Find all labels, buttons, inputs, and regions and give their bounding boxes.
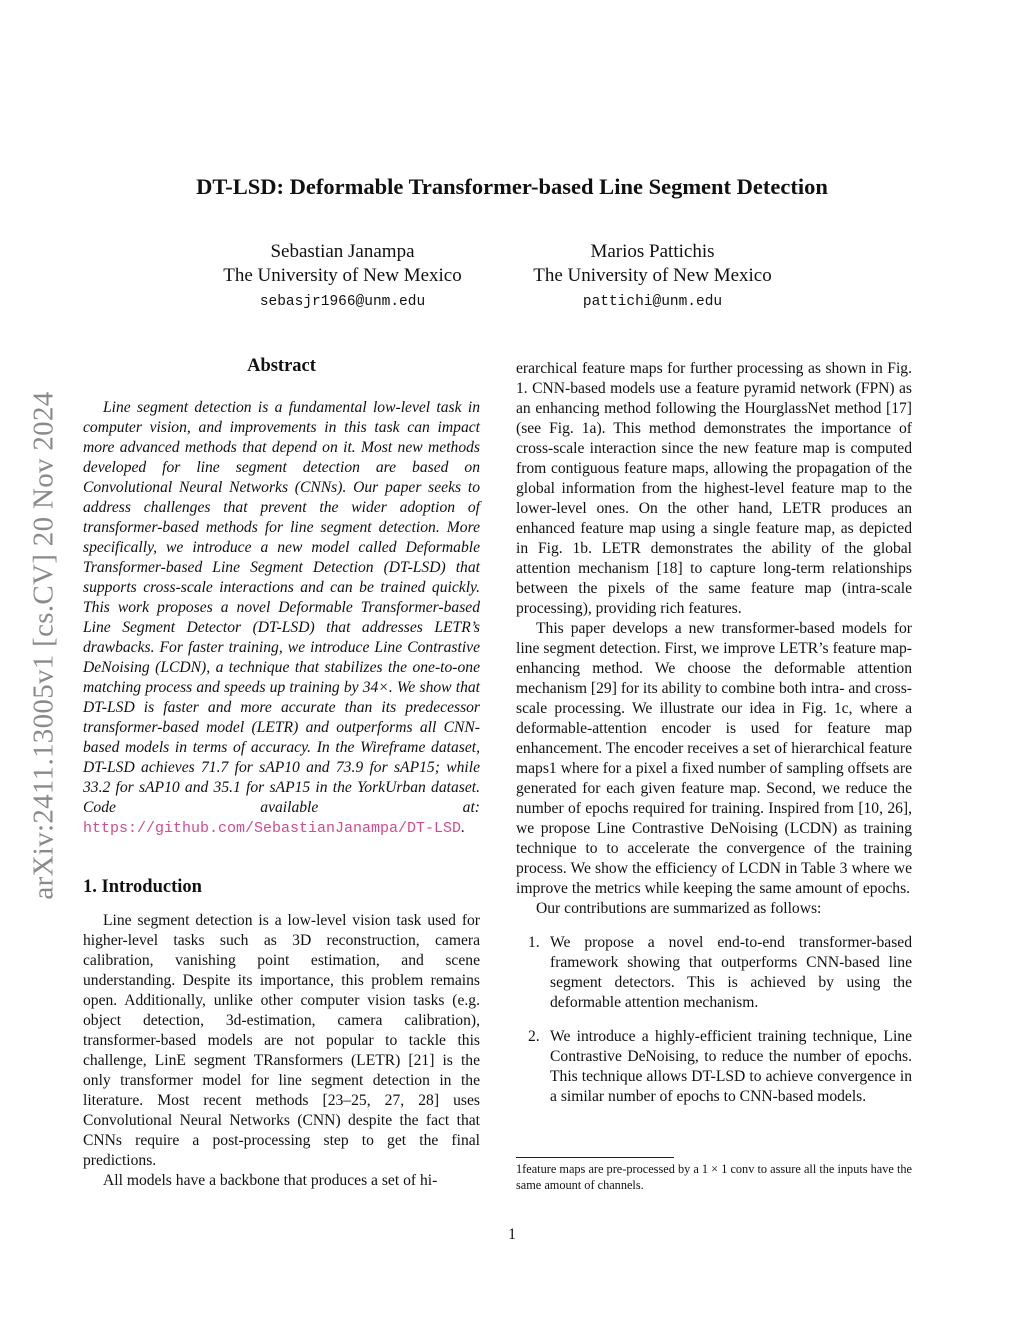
footnote-divider [516,1157,674,1158]
left-column [83,356,480,1191]
abstract-text: Line segment detection is a fundamental low-level task in computer vision, and improvements in this task can impact more advanced methods that depend on it. Most new methods developed for line segment detection are based on Convolutional Neural Networks (CNNs). Our paper seeks to address challenges that prevent the wider adoption of transformer-based methods for line segment detection. More specifically, we introduce a new model called Deformable Transformer-based Line Segment Detection (DT-LSD) that supports cross-scale interactions and can be trained quickly. This work proposes a novel Deformable Transformer-based Line Segment Detector (DT-LSD) that addresses LETR’s drawbacks. For faster training, we introduce Line Contrastive DeNoising (LCDN), a technique that stabilizes the one-to-one matching process and speeds up training by 34×. We show that DT-LSD is faster and more accurate than its predecessor transformer-based model (LETR) and outperforms all CNN-based models in terms of accuracy. In the Wireframe dataset, DT-LSD achieves 71.7 for sAP10 and 73.9 for sAP15; while 33.2 for sAP10 and 35.1 for sAP15 in the YorkUrban dataset. Code available at: https://github.com/SebastianJanampa/DT-LSD. [83,399,480,837]
contributions-list [516,933,912,1107]
author-email[interactable]: pattichi@unm.edu [582,294,723,310]
list-item-number: 2. [528,1028,540,1045]
author-block [505,240,800,314]
intro-paragraph: All models have a backbone that produces a set of hi- [103,1172,438,1189]
list-item-text: We propose a novel end-to-end transformer-based framework showing that outperforms CNN-based line segment detectors. This is achieved by using the deformable attention mechanism. [550,934,912,1011]
author-affiliation: The University of New Mexico [223,265,462,286]
paper-title: DT-LSD: Deformable Transformer-based Line Segment Detection [196,174,828,199]
list-item [516,1027,912,1107]
footnote: 1feature maps are pre-processed by a 1 × 1 conv to assure all the inputs have the same amount of channels. [516,1162,912,1192]
code-link[interactable]: https://github.com/SebastianJanampa/DT-LSD [83,820,462,837]
body-paragraph: Our contributions are summarized as follows: [536,900,822,917]
body-paragraph: erarchical feature maps for further processing as shown in Fig. 1. CNN-based models use a feature pyramid network (FPN) as an enhancing method following the HourglassNet method [17] (see Fig. 1a). This method demonstrates the importance of cross-scale interaction since the new feature map is computed from contiguous feature maps, allowing the propagation of the global information from the highest-level feature map to the lower-level ones. On the other hand, LETR produces an enhanced feature map using a single feature map, as depicted in Fig. 1b. LETR demonstrates the ability of the global attention mechanism [18] to capture long-term relationships between the pixels of the same feature map (intra-scale processing), providing rich features. [516,360,912,617]
list-item-text: We introduce a highly-efficient training technique, Line Contrastive DeNoising, to reduce the number of epochs. This technique allows DT-LSD to achieve convergence in a similar number of epochs to CNN-based models. [550,1028,912,1105]
arxiv-stamp-text: arXiv:2411.13005v1 [cs.CV] 20 Nov 2024 [27,390,60,900]
section-heading-introduction: 1. Introduction [83,877,202,897]
right-column [516,359,912,1121]
author-affiliation: The University of New Mexico [533,265,772,286]
abstract-heading: Abstract [247,356,316,376]
list-item [516,933,912,1013]
author-email[interactable]: sebasjr1966@unm.edu [259,294,426,310]
arxiv-stamp [26,345,62,945]
author-name: Marios Pattichis [590,241,715,262]
author-name: Sebastian Janampa [270,241,415,262]
list-item-number: 1. [528,934,540,951]
page-number: 1 [508,1226,516,1243]
intro-paragraph: Line segment detection is a low-level vision task used for higher-level tasks such as 3D reconstruction, camera calibration, vanishing point estimation, and scene understanding. Despite its importance, this problem remains open. Additionally, unlike other computer vision tasks (e.g. object detection, 3d-estimation, camera calibration), transformer-based models are not popular to tackle this challenge, LinE segment TRansformers (LETR) [21] is the only transformer model for line segment detection in the literature. Most recent methods [23–25, 27, 28] uses Convolutional Neural Networks (CNN) despite the fact that CNNs require a post-processing step to get the final predictions. [83,912,480,1169]
author-block [195,240,490,314]
body-paragraph: This paper develops a new transformer-based models for line segment detection. First, we improve LETR’s feature map-enhancing method. We choose the deformable attention mechanism [29] for its ability to combine both intra- and cross-scale processing. We illustrate our idea in Fig. 1c, where a deformable-attention encoder is used for feature map enhancement. The encoder receives a set of hierarchical feature maps1 where for a pixel a fixed number of sampling offsets are generated for each given feature map. Second, we reduce the number of epochs required for training. Inspired from [10, 26], we propose Line Contrastive DeNoising (LCDN) as training technique to to accelerate the convergence of the training process. We show the efficiency of LCDN in Table 3 where we improve the metrics while keeping the same amount of epochs. [516,620,912,897]
